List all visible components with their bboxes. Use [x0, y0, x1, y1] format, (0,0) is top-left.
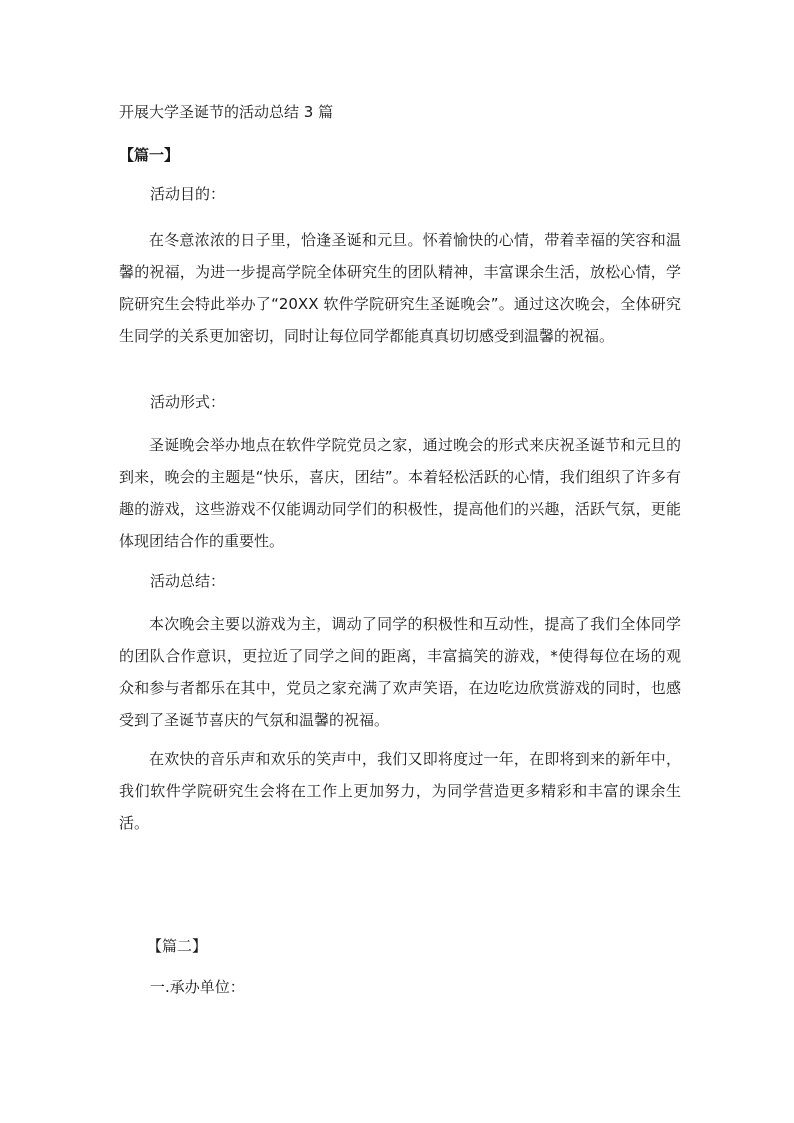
- section-one-heading: 【篇一】: [119, 146, 180, 164]
- form-label: 活动形式：: [150, 393, 226, 411]
- purpose-paragraph: 在冬意浓浓的日子里，恰逢圣诞和元旦。怀着愉快的心情，带着幸福的笑容和温馨的祝福，为进一步提高学院全体研究生的团队精神，丰富课余生活，放松心情，学院研究生会特此举办了“20XX 软件学院研究生圣诞晚会”。通过这次晚会，全体研究生同学的关系更加密切，同时让每位同学都能真真切切感受到温馨的祝福。: [119, 231, 681, 345]
- summary-label: 活动总结：: [150, 572, 226, 590]
- purpose-label: 活动目的：: [150, 185, 226, 203]
- document-title: 开展大学圣诞节的活动总结 3 篇: [119, 103, 334, 121]
- section-two-heading: 【篇二】: [147, 937, 208, 955]
- form-paragraph: 圣诞晚会举办地点在软件学院党员之家，通过晚会的形式来庆祝圣诞节和元旦的到来，晚会的主题是“快乐，喜庆，团结”。本着轻松活跃的心情，我们组织了许多有趣的游戏，这些游戏不仅能调动同学们的积极性，提高他们的兴趣，活跃气氛，更能体现团结合作的重要性。: [119, 436, 681, 550]
- section-two-first-item: 一.承办单位：: [150, 978, 245, 996]
- closing-paragraph: 在欢快的音乐声和欢乐的笑声中，我们又即将度过一年，在即将到来的新年中，我们软件学院研究生会将在工作上更加努力，为同学营造更多精彩和丰富的课余生活。: [119, 750, 681, 832]
- summary-paragraph: 本次晚会主要以游戏为主，调动了同学的积极性和互动性，提高了我们全体同学的团队合作意识，更拉近了同学之间的距离，丰富搞笑的游戏，*使得每位在场的观众和参与者都乐在其中，党员之家充满了欢声笑语，在边吃边欣赏游戏的同时，也感受到了圣诞节喜庆的气氛和温馨的祝福。: [119, 615, 681, 729]
